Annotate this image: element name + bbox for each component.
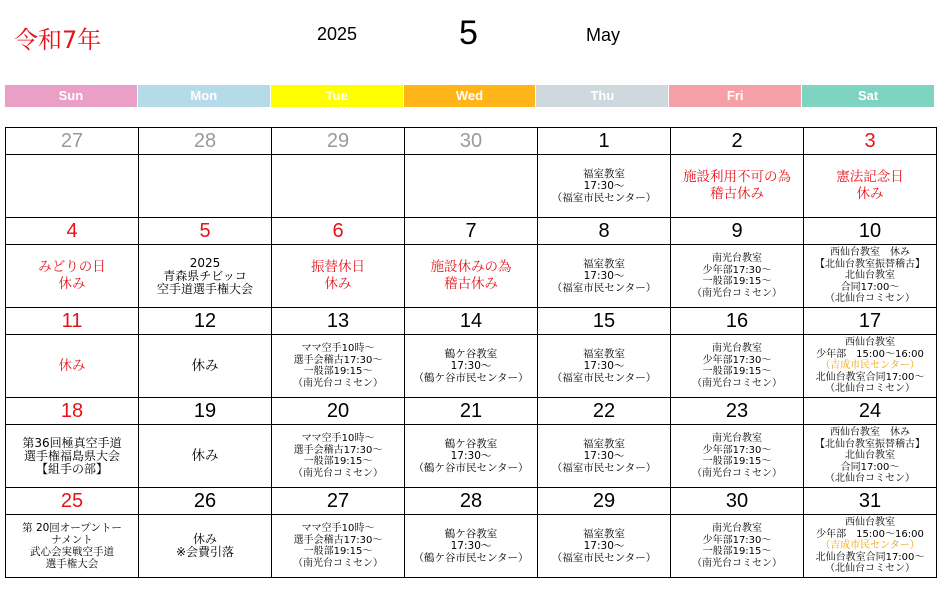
event-text: ママ空手10時～ 選手会稽古17:30～ 一般部19:15～ （南光台コミセン） bbox=[293, 433, 383, 479]
date-cell: 26 bbox=[139, 488, 272, 515]
event-text: 福室教室 17:30～ （福室市民センター） bbox=[551, 348, 657, 384]
era-title: 令和7年 bbox=[14, 26, 102, 54]
date-cell: 24 bbox=[804, 398, 937, 425]
event-text: 福室教室 17:30～ （福室市民センター） bbox=[551, 258, 657, 294]
date-cell: 9 bbox=[671, 218, 804, 245]
event-text: 第36回極真空手道 選手権福島県大会 【組手の部】 bbox=[22, 435, 122, 476]
event-row bbox=[6, 245, 937, 308]
event-cell bbox=[6, 155, 139, 218]
event-cell bbox=[139, 425, 272, 488]
date-cell: 13 bbox=[272, 308, 405, 335]
event-row bbox=[6, 335, 937, 398]
date-cell: 29 bbox=[272, 128, 405, 155]
event-cell bbox=[538, 425, 671, 488]
event-cell bbox=[538, 155, 671, 218]
event-cell bbox=[671, 335, 804, 398]
event-cell bbox=[671, 245, 804, 308]
date-cell: 27 bbox=[6, 128, 139, 155]
event-cell bbox=[139, 245, 272, 308]
date-cell: 28 bbox=[139, 128, 272, 155]
event-text: 第 20回オープントー ナメント 武心会実戦空手道 選手権大会 bbox=[22, 522, 122, 570]
event-cell bbox=[804, 155, 937, 218]
event-text: みどりの日 休み bbox=[38, 259, 106, 292]
date-cell: 20 bbox=[272, 398, 405, 425]
event-cell bbox=[538, 245, 671, 308]
weekday-thu: Thu bbox=[536, 85, 669, 107]
event-text: 南光台教室 少年部17:30～ 一般部19:15～ （南光台コミセン） bbox=[692, 433, 782, 479]
event-line-highlight: （吉成市民センター） bbox=[820, 540, 920, 552]
event-text: 休み bbox=[191, 357, 219, 374]
date-row bbox=[6, 398, 937, 425]
event-cell bbox=[6, 335, 139, 398]
date-cell: 3 bbox=[804, 128, 937, 155]
event-text: 南光台教室 少年部17:30～ 一般部19:15～ （南光台コミセン） bbox=[692, 253, 782, 299]
date-cell: 16 bbox=[671, 308, 804, 335]
event-line: 西仙台教室 bbox=[845, 517, 895, 529]
date-cell: 23 bbox=[671, 398, 804, 425]
event-text: 振替休日 休み bbox=[311, 259, 365, 292]
date-cell: 10 bbox=[804, 218, 937, 245]
event-cell bbox=[405, 155, 538, 218]
event-cell bbox=[538, 335, 671, 398]
date-cell: 2 bbox=[671, 128, 804, 155]
weekday-wed: Wed bbox=[404, 85, 537, 107]
date-cell: 12 bbox=[139, 308, 272, 335]
event-cell bbox=[272, 515, 405, 578]
event-text: 鶴ケ谷教室 17:30～ （鶴ケ谷市民センター） bbox=[413, 348, 529, 384]
event-line: （北仙台コミセン） bbox=[825, 383, 915, 395]
event-text: 施設利用不可の為 稽古休み bbox=[683, 169, 791, 202]
event-cell bbox=[671, 515, 804, 578]
event-text: 施設休みの為 稽古休み bbox=[430, 259, 512, 292]
date-cell: 19 bbox=[139, 398, 272, 425]
date-row bbox=[6, 308, 937, 335]
event-cell bbox=[538, 515, 671, 578]
weekday-header bbox=[5, 85, 935, 107]
event-text: ママ空手10時～ 選手会稽古17:30～ 一般部19:15～ （南光台コミセン） bbox=[293, 343, 383, 389]
date-cell: 28 bbox=[405, 488, 538, 515]
event-cell bbox=[6, 245, 139, 308]
event-text: 2025 青森県チビッコ 空手道選手権大会 bbox=[156, 255, 253, 296]
date-cell: 31 bbox=[804, 488, 937, 515]
date-cell: 29 bbox=[538, 488, 671, 515]
date-cell: 4 bbox=[6, 218, 139, 245]
date-cell: 5 bbox=[139, 218, 272, 245]
date-cell: 30 bbox=[405, 128, 538, 155]
event-line: 北仙台教室合同17:00～ bbox=[815, 371, 925, 383]
date-cell: 8 bbox=[538, 218, 671, 245]
date-cell: 6 bbox=[272, 218, 405, 245]
event-text: 憲法記念日 休み bbox=[836, 169, 904, 202]
weekday-fri: Fri bbox=[669, 85, 802, 107]
weekday-mon: Mon bbox=[138, 85, 271, 107]
weekday-tue: Tue bbox=[271, 85, 404, 107]
month-name: May bbox=[586, 25, 621, 45]
event-row bbox=[6, 425, 937, 488]
weekday-sun: Sun bbox=[5, 85, 138, 107]
event-text: 休み ※会費引落 bbox=[175, 532, 235, 559]
event-cell bbox=[405, 425, 538, 488]
event-cell bbox=[804, 245, 937, 308]
date-row bbox=[6, 488, 937, 515]
event-row bbox=[6, 155, 937, 218]
date-cell: 1 bbox=[538, 128, 671, 155]
event-text: 西仙台教室 休み 【北仙台教室振替稽古】 北仙台教室 合同17:00～ （北仙台コミセン） bbox=[815, 247, 925, 305]
date-cell: 27 bbox=[272, 488, 405, 515]
month-number: 5 bbox=[459, 14, 478, 52]
event-line: 西仙台教室 bbox=[845, 337, 895, 349]
event-cell bbox=[671, 155, 804, 218]
event-cell bbox=[405, 515, 538, 578]
event-line: （北仙台コミセン） bbox=[825, 563, 915, 575]
year-label: 2025 bbox=[317, 24, 358, 44]
date-cell: 7 bbox=[405, 218, 538, 245]
event-cell bbox=[6, 425, 139, 488]
event-cell bbox=[272, 425, 405, 488]
event-cell bbox=[804, 425, 937, 488]
date-cell: 21 bbox=[405, 398, 538, 425]
event-cell bbox=[272, 335, 405, 398]
event-text: 休み bbox=[58, 357, 86, 374]
event-cell bbox=[139, 335, 272, 398]
date-cell: 17 bbox=[804, 308, 937, 335]
event-cell bbox=[139, 155, 272, 218]
event-text: 鶴ケ谷教室 17:30～ （鶴ケ谷市民センター） bbox=[413, 528, 529, 564]
event-line: 少年部 15:00～16:00 bbox=[816, 348, 924, 360]
date-row bbox=[6, 218, 937, 245]
date-cell: 18 bbox=[6, 398, 139, 425]
event-cell bbox=[6, 515, 139, 578]
date-cell: 30 bbox=[671, 488, 804, 515]
event-text: 南光台教室 少年部17:30～ 一般部19:15～ （南光台コミセン） bbox=[692, 523, 782, 569]
event-text: 福室教室 17:30～ （福室市民センター） bbox=[551, 528, 657, 564]
event-cell bbox=[671, 425, 804, 488]
event-line: 少年部 15:00～16:00 bbox=[816, 528, 924, 540]
event-cell bbox=[804, 515, 937, 578]
event-row bbox=[6, 515, 937, 578]
event-text: 西仙台教室 休み 【北仙台教室振替稽古】 北仙台教室 合同17:00～ （北仙台コミセン） bbox=[815, 427, 925, 485]
date-cell: 15 bbox=[538, 308, 671, 335]
date-cell: 14 bbox=[405, 308, 538, 335]
event-cell bbox=[139, 515, 272, 578]
event-line-highlight: （吉成市民センター） bbox=[820, 360, 920, 372]
date-row bbox=[6, 128, 937, 155]
event-text: 鶴ケ谷教室 17:30～ （鶴ケ谷市民センター） bbox=[413, 438, 529, 474]
event-line: 北仙台教室合同17:00～ bbox=[815, 551, 925, 563]
calendar-grid bbox=[5, 127, 937, 578]
date-cell: 11 bbox=[6, 308, 139, 335]
date-cell: 25 bbox=[6, 488, 139, 515]
event-cell bbox=[804, 335, 937, 398]
event-cell bbox=[405, 245, 538, 308]
date-cell: 22 bbox=[538, 398, 671, 425]
event-text: 休み bbox=[191, 447, 219, 464]
event-text: 福室教室 17:30～ （福室市民センター） bbox=[551, 438, 657, 474]
weekday-sat: Sat bbox=[802, 85, 935, 107]
event-text: 福室教室 17:30～ （福室市民センター） bbox=[551, 168, 657, 204]
event-cell bbox=[272, 155, 405, 218]
event-text: 南光台教室 少年部17:30～ 一般部19:15～ （南光台コミセン） bbox=[692, 343, 782, 389]
event-cell bbox=[405, 335, 538, 398]
event-text: ママ空手10時～ 選手会稽古17:30～ 一般部19:15～ （南光台コミセン） bbox=[293, 523, 383, 569]
event-cell bbox=[272, 245, 405, 308]
